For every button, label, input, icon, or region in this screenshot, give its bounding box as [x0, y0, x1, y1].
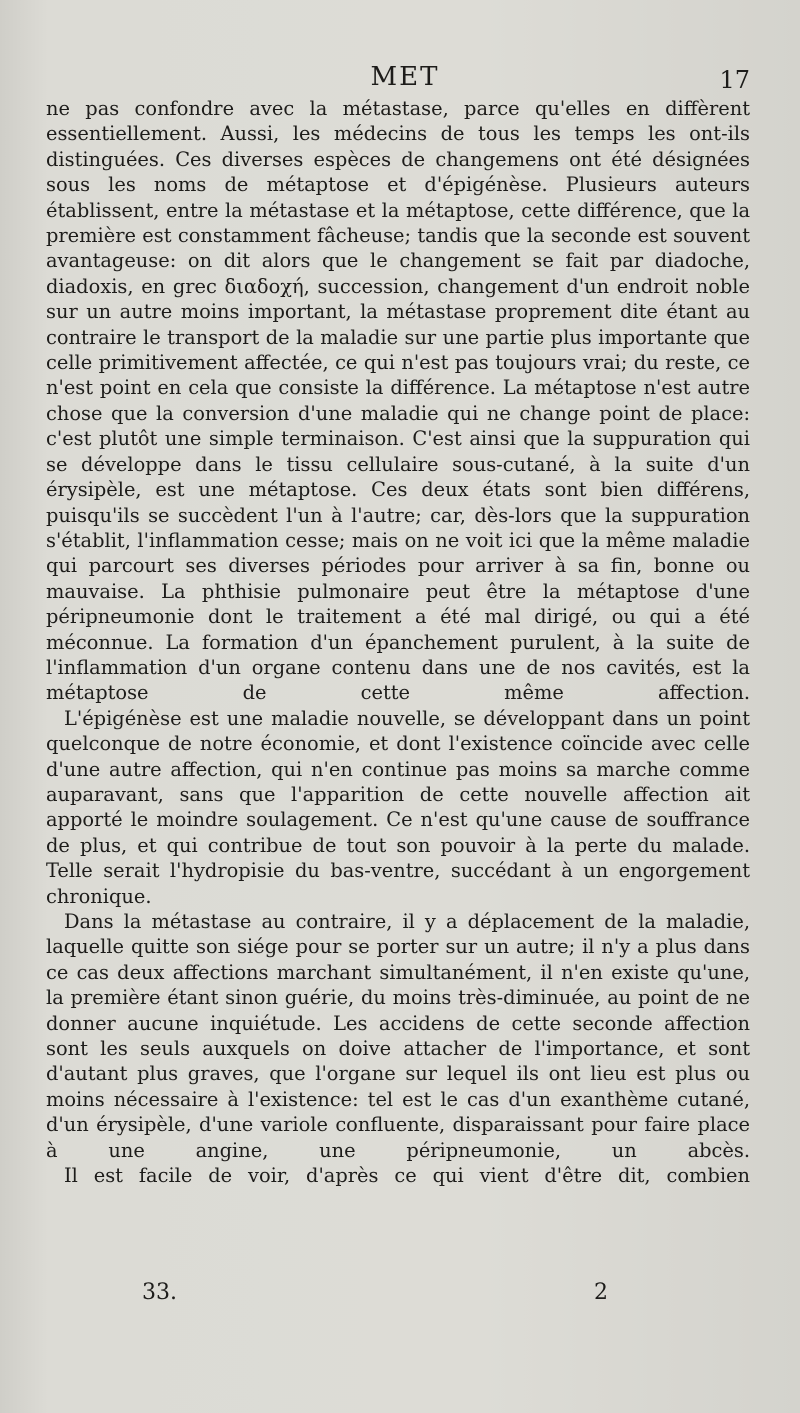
paragraph-metastase: Dans la métastase au contraire, il y a déplacement de la maladie, laquelle quitte son siége pour se porter sur un autre; il n'y a plus dans ce cas deux affections marchant simultanément, il n'en existe qu'une, la première étant sinon guérie, du moins très-diminuée, au point de ne donner aucune inquiétude. Les accidens de cette seconde affection sont les seuls auxquels on doive attacher de l'importance, et sont d'autant plus graves, que l'organe sur lequel ils ont lieu est plus ou moins nécessaire à l'existence: tel est le cas d'un exanthème cutané, d'un érysipèle, d'une variole confluente, disparaissant pour faire place à une angine, une péripneumonie, un abcès. [46, 910, 750, 1162]
paragraph-metaptose: ne pas confondre avec la métastase, parce qu'elles en diffèrent essentiellement. Aussi, les médecins de tous les temps les ont-ils distinguées. Ces diverses espèces de changemens ont été désignées sous les noms de métaptose et d'épigénèse. Plusieurs auteurs établissent, entre la métastase et la métaptose, cette différence, que la première est constamment fâcheuse; tandis que la seconde est souvent avantageuse: on dit alors que le changement se fait par diadoche, diadoxis, en grec διαδοχή, succession, changement d'un endroit noble sur un autre moins important, la métastase proprement dite étant au contraire le transport de la maladie sur une partie plus importante que celle primitivement affectée, ce qui n'est pas toujours vrai; du reste, ce n'est point en cela que consiste la différence. La métaptose n'est autre chose que la conversion d'une maladie qui ne change point de place: c'est plutôt une simple terminaison. C'est ainsi que la suppuration qui se développe dans le tissu cellulaire sous-cutané, à la suite d'un érysipèle, est une métaptose. Ces deux états sont bien différens, puisqu'ils se succèdent l'un à l'autre; car, dès-lors que la suppuration s'établit, l'inflammation cesse; mais on ne voit ici que la même maladie qui parcourt ses diverses périodes pour arriver à sa fin, bonne ou mauvaise. La phthisie pulmonaire peut être la métaptose d'une péripneumonie dont le traitement a été mal dirigé, ou qui a été méconnue. La formation d'un épanchement purulent, à la suite de l'inflammation d'un organe contenu dans une de nos cavités, est la métaptose de cette même affection. [46, 97, 750, 705]
page-footer [46, 1280, 750, 1310]
paragraph-epigenese: L'épigénèse est une maladie nouvelle, se développant dans un point quelconque de notre économie, et dont l'existence coïncide avec celle d'une autre affection, qui n'en continue pas moins sa marche comme auparavant, sans que l'apparition de cette nouvelle affection ait apporté le moindre soulagement. Ce n'est qu'une cause de souffrance de plus, et qui contribue de tout son pouvoir à la perte du malade. Telle serait l'hydropisie du bas-ventre, succédant à un engorgement chronique. [46, 706, 750, 908]
page-number: 17 [719, 66, 750, 94]
page-body [46, 96, 750, 1188]
paragraph-continuation: Il est facile de voir, d'après ce qui vient d'être dit, combien [64, 1164, 750, 1188]
running-head: MET [370, 62, 440, 92]
printer-signature: 33. [142, 1280, 177, 1305]
sheet-number: 2 [594, 1280, 608, 1305]
page-header [46, 62, 764, 98]
